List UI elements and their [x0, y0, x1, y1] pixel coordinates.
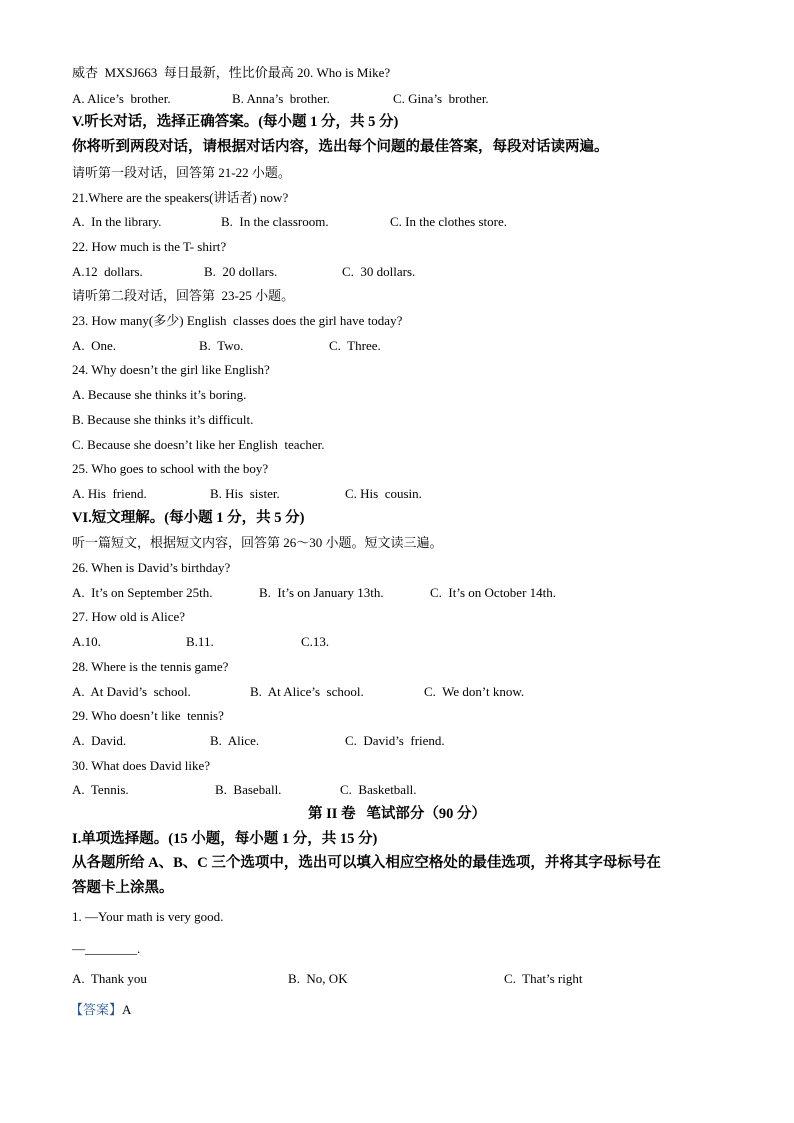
q29-question: 29. Who doesn’t like tennis? [72, 708, 224, 723]
q28-option-c: C. We don’t know. [424, 684, 525, 699]
q28-question: 28. Where is the tennis game? [72, 659, 229, 674]
q21-question: 21.Where are the speakers(讲话者) now? [72, 190, 289, 205]
q1-blank-line: —________. [72, 941, 141, 956]
section6-instruction: 听一篇短文，根据短文内容，回答第 26～30 小题。短文读三遍。 [72, 535, 443, 550]
q26-question: 26. When is David’s birthday? [72, 560, 231, 575]
q21-option-a: A. In the library. [72, 214, 162, 229]
q22-option-b: B. 20 dollars. [204, 264, 278, 279]
answer-line [70, 1001, 131, 1019]
q20-option-b: B. Anna’s brother. [232, 91, 330, 106]
section1-instruction-line2: 答题卡上涂黑。 [72, 880, 174, 896]
q25-option-a: A. His friend. [72, 486, 147, 501]
q26-option-a: A. It’s on September 25th. [72, 585, 213, 600]
q26-option-b: B. It’s on January 13th. [259, 585, 384, 600]
part2-title: 第 II 卷 笔试部分（90 分） [307, 806, 487, 822]
q25-option-c: C. His cousin. [345, 486, 422, 501]
q24-option-c: C. Because she doesn’t like her English teacher. [72, 437, 325, 452]
q20-option-c: C. Gina’s brother. [393, 91, 489, 106]
answer-tag: 【答案】 [70, 1002, 123, 1017]
q24-option-b: B. Because she thinks it’s difficult. [72, 412, 254, 427]
section6-title: VI.短文理解。(每小题 1 分，共 5 分) [72, 510, 305, 526]
section5-instruction: 你将听到两段对话，请根据对话内容，选出每个问题的最佳答案，每段对话读两遍。 [72, 139, 609, 155]
q23-option-b: B. Two. [199, 338, 244, 353]
q27-option-a: A.10. [72, 634, 101, 649]
q29-option-c: C. David’s friend. [345, 733, 445, 748]
q25-option-b: B. His sister. [210, 486, 280, 501]
q1-option-a: A. Thank you [72, 971, 147, 986]
dialog2-heading: 请听第二段对话，回答第 23-25 小题。 [72, 288, 295, 303]
q27-option-b: B.11. [186, 634, 214, 649]
q24-option-a: A. Because she thinks it’s boring. [72, 387, 247, 402]
q26-option-c: C. It’s on October 14th. [430, 585, 557, 600]
q29-option-b: B. Alice. [210, 733, 260, 748]
q23-option-c: C. Three. [329, 338, 381, 353]
header-line: 威杏 MXSJ663 每日最新，性比价最高 20. Who is Mike? [72, 65, 391, 80]
q25-question: 25. Who goes to school with the boy? [72, 461, 269, 476]
q24-question: 24. Why doesn’t the girl like English? [72, 362, 270, 377]
q22-question: 22. How much is the T- shirt? [72, 239, 227, 254]
q30-question: 30. What does David like? [72, 758, 211, 773]
q22-option-c: C. 30 dollars. [342, 264, 416, 279]
q30-option-b: B. Baseball. [215, 782, 282, 797]
q30-option-c: C. Basketball. [340, 782, 417, 797]
q27-option-c: C.13. [301, 634, 330, 649]
q20-option-a: A. Alice’s brother. [72, 91, 171, 106]
q22-option-a: A.12 dollars. [72, 264, 143, 279]
q1-option-b: B. No, OK [288, 971, 348, 986]
section1-title: I.单项选择题。(15 小题，每小题 1 分，共 15 分) [72, 831, 378, 847]
q21-option-c: C. In the clothes store. [390, 214, 507, 229]
answer-value: A [122, 1002, 132, 1017]
q23-option-a: A. One. [72, 338, 117, 353]
q27-question: 27. How old is Alice? [72, 609, 186, 624]
q1-question: 1. —Your math is very good. [72, 909, 224, 924]
q1-option-c: C. That’s right [504, 971, 583, 986]
q29-option-a: A. David. [72, 733, 127, 748]
q21-option-b: B. In the classroom. [221, 214, 329, 229]
section5-title: V.听长对话，选择正确答案。(每小题 1 分，共 5 分) [72, 114, 399, 130]
q23-question: 23. How many(多少) English classes does the girl have today? [72, 313, 403, 328]
q28-option-b: B. At Alice’s school. [250, 684, 364, 699]
q28-option-a: A. At David’s school. [72, 684, 191, 699]
dialog1-heading: 请听第一段对话，回答第 21-22 小题。 [72, 165, 291, 180]
q30-option-a: A. Tennis. [72, 782, 129, 797]
section1-instruction-line1: 从各题所给 A、B、C 三个选项中，选出可以填入相应空格处的最佳选项，并将其字母标号在 [72, 855, 661, 871]
